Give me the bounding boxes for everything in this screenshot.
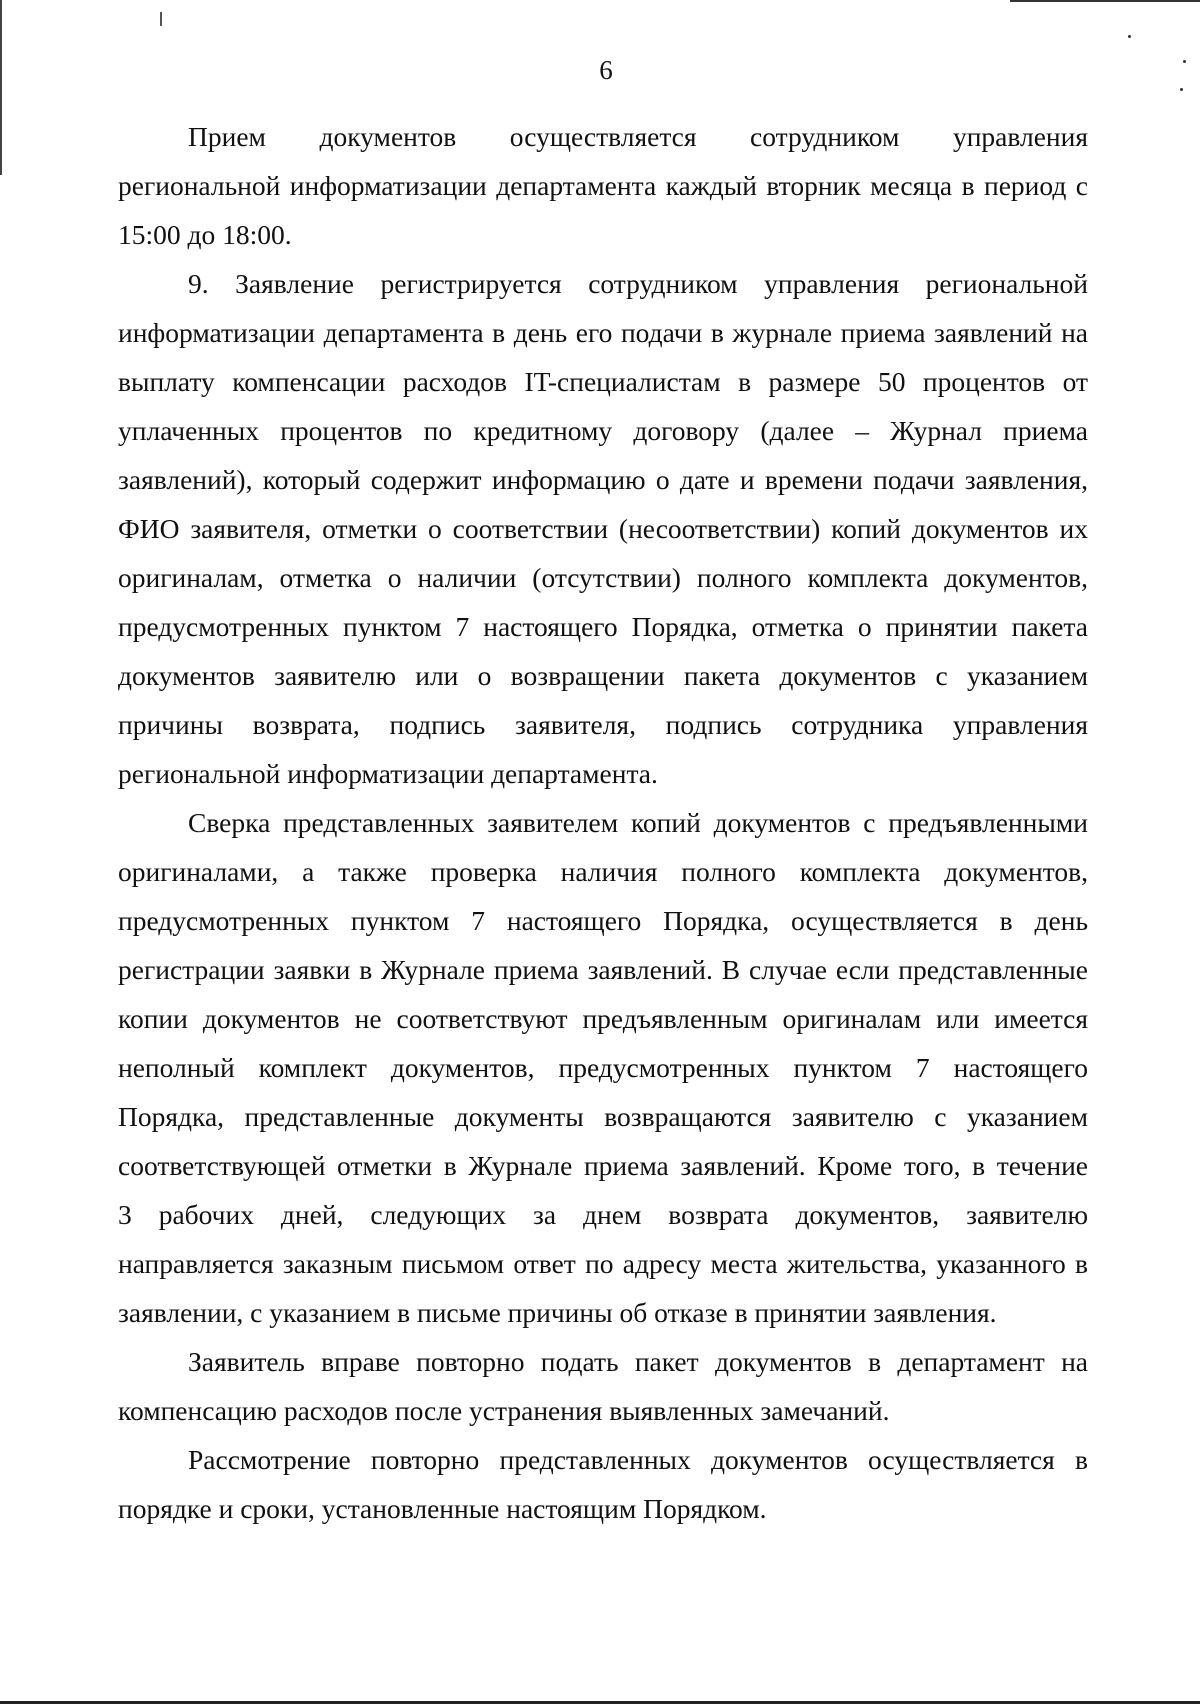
text-line: Сверка представленных заявителем копий документов с предъявленными: [188, 807, 1088, 838]
text-line: порядке и сроки, установленные настоящим Порядком.: [118, 1493, 767, 1524]
text-line: выплату компенсации расходов IT-специалистам в размере 50 процентов от: [118, 366, 1088, 397]
text-line: заявлении, с указанием в письме причины об отказе в принятии заявления.: [118, 1297, 997, 1328]
text-line: причины возврата, подпись заявителя, подпись сотрудника управления: [118, 709, 1088, 740]
text-line: Прием документов осуществляется сотрудником управления: [188, 121, 1088, 152]
text-line: соответствующей отметки в Журнале приема заявлений. Кроме того, в течение: [118, 1150, 1088, 1181]
text-line: Порядка, представленные документы возвращаются заявителю с указанием: [118, 1101, 1088, 1132]
scan-speck: [1180, 88, 1183, 91]
scan-edge-bottom: [0, 1701, 1200, 1704]
text-line: предусмотренных пунктом 7 настоящего Порядка, осуществляется в день: [118, 905, 1088, 936]
text-line: Заявитель вправе повторно подать пакет документов в департамент на: [188, 1346, 1088, 1377]
text-line: региональной информатизации департамента каждый вторник месяца в период с: [118, 170, 1088, 201]
scan-edge-top: [1010, 0, 1200, 2]
page-number: 6: [599, 55, 613, 85]
text-line: компенсацию расходов после устранения выявленных замечаний.: [118, 1395, 890, 1426]
text-line: ФИО заявителя, отметки о соответствии (несоответствии) копий документов их: [118, 513, 1088, 544]
text-line: уплаченных процентов по кредитному договору (далее – Журнал приема: [118, 415, 1088, 446]
scan-speck: [1128, 35, 1131, 38]
paragraph: [118, 1435, 1088, 1533]
text-line: 9. Заявление регистрируется сотрудником управления региональной: [188, 268, 1088, 299]
text-line: информатизации департамента в день его подачи в журнале приема заявлений на: [118, 317, 1088, 348]
paragraph: [118, 1337, 1088, 1435]
document-body: [118, 112, 1088, 1533]
text-line: Рассмотрение повторно представленных документов осуществляется в: [188, 1444, 1088, 1475]
text-line: 15:00 до 18:00.: [118, 219, 292, 250]
text-line: предусмотренных пунктом 7 настоящего Порядка, отметка о принятии пакета: [118, 611, 1088, 642]
text-line: оригиналам, отметка о наличии (отсутствии) полного комплекта документов,: [118, 562, 1088, 593]
text-line: неполный комплект документов, предусмотренных пунктом 7 настоящего: [118, 1052, 1088, 1083]
paragraph: [118, 798, 1088, 1337]
text-line: заявлений), который содержит информацию о дате и времени подачи заявления,: [118, 464, 1088, 495]
text-line: копии документов не соответствуют предъявленным оригиналам или имеется: [118, 1003, 1088, 1034]
scan-mark: [160, 12, 162, 26]
text-line: регистрации заявки в Журнале приема заявлений. В случае если представленные: [118, 954, 1088, 985]
paragraph: [118, 259, 1088, 798]
text-line: региональной информатизации департамента.: [118, 758, 658, 789]
text-line: направляется заказным письмом ответ по адресу места жительства, указанного в: [118, 1248, 1088, 1279]
text-line: оригиналами, а также проверка наличия полного комплекта документов,: [118, 856, 1088, 887]
text-line: документов заявителю или о возвращении пакета документов с указанием: [118, 660, 1088, 691]
text-line: 3 рабочих дней, следующих за днем возврата документов, заявителю: [118, 1199, 1088, 1230]
paragraph: [118, 112, 1088, 259]
